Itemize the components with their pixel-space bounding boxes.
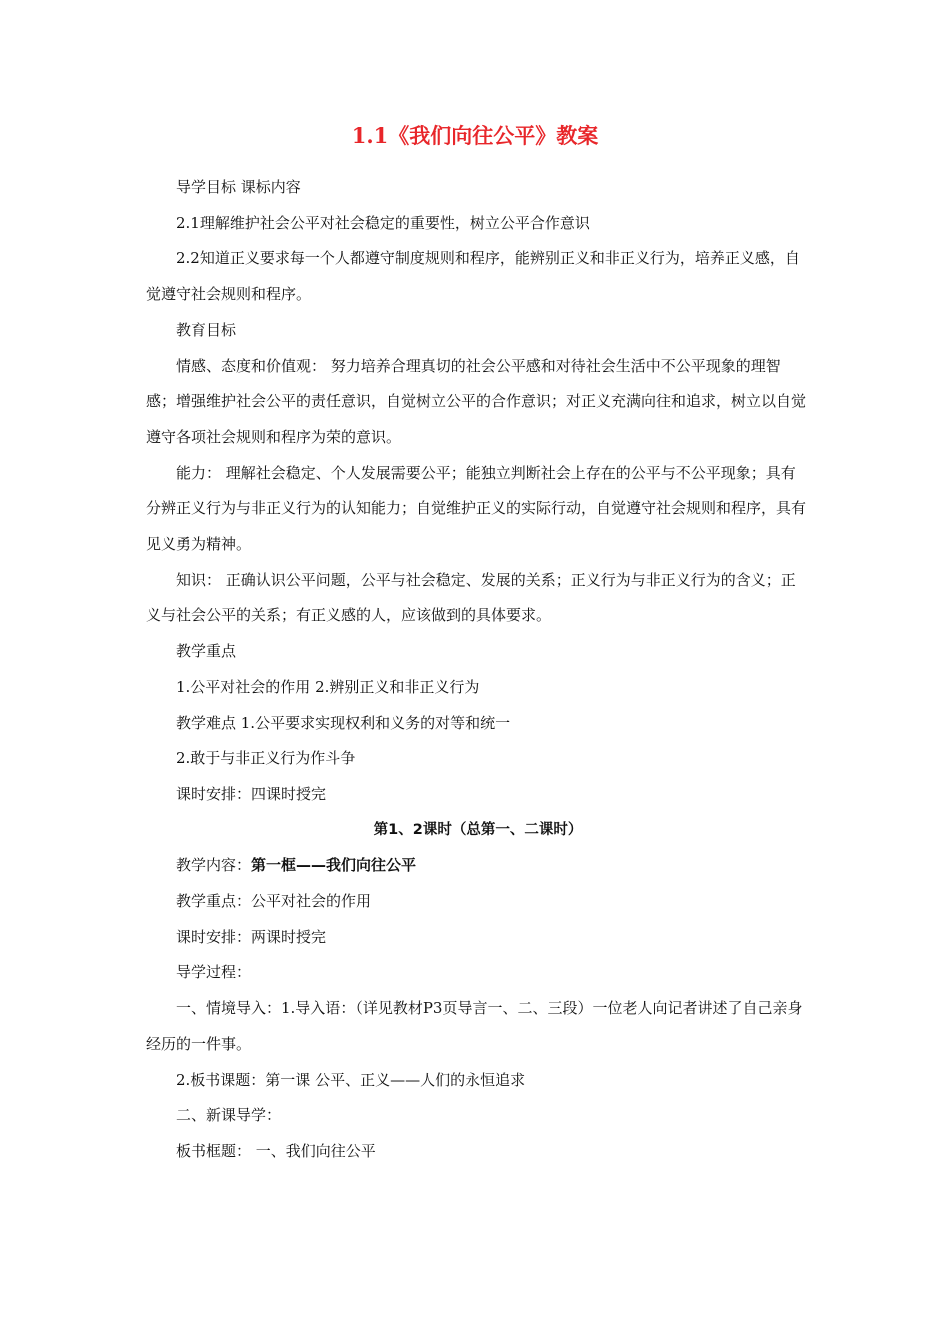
paragraph-process: 导学过程： [176, 963, 252, 982]
paragraph-teaching-focus: 教学重点 [176, 642, 237, 661]
paragraph-board-frame: 板书框题： 一、我们向往公平 [176, 1141, 376, 1160]
paragraph-guide-goal: 导学目标 课标内容 [176, 178, 301, 196]
paragraph-board-title: 2.板书课题：第一课 公平、正义——人们的永恒追求 [176, 1070, 526, 1089]
paragraph-lesson-focus: 教学重点：公平对社会的作用 [176, 892, 372, 911]
paragraph-lesson-schedule: 课时安排：两课时授完 [176, 927, 327, 946]
paragraph-teaching-difficulty: 教学难点 1.公平要求实现权利和义务的对等和统一 [176, 713, 511, 732]
document-body [146, 170, 810, 1170]
paragraph-standard-2-1: 2.1理解维护社会公平对社会稳定的重要性，树立公平合作意识 [176, 213, 590, 232]
teaching-content-label: 教学内容： [176, 856, 252, 875]
paragraph-schedule: 课时安排：四课时授完 [176, 784, 327, 803]
paragraph-education-goal: 教育目标 [176, 320, 237, 339]
teaching-content-value: 第一框——我们向往公平 [251, 856, 417, 875]
paragraph-knowledge: 知识： 正确认识公平问题，公平与社会稳定、发展的关系；正义行为与非正义行为的含义；正义与社会公平的关系；有正义感的人，应该做到的具体要求。 [146, 570, 796, 625]
section-heading-lessons: 第1、2课时（总第一、二课时） [373, 821, 583, 838]
document-title: 1.1《我们向往公平》教案 [351, 123, 599, 148]
paragraph-situation-intro: 一、情境导入：1.导入语：（详见教材P3页导言一、二、三段）一位老人向记者讲述了自己亲身经历的一件事。 [146, 999, 803, 1053]
paragraph-emotion-attitude: 情感、态度和价值观： 努力培养合理真切的社会公平感和对待社会生活中不公平现象的理智感；增强维护社会公平的责任意识，自觉树立公平的合作意识；对正义充满向往和追求，树立以自觉遵守各项社会规则和程序为荣的意识。 [146, 356, 807, 446]
paragraph-focus-items: 1.公平对社会的作用 2.辨别正义和非正义行为 [176, 677, 480, 696]
paragraph-new-lesson: 二、新课导学： [176, 1106, 282, 1125]
paragraph-difficulty-item-2: 2.敢于与非正义行为作斗争 [176, 749, 356, 768]
paragraph-teaching-content [146, 848, 810, 884]
paragraph-standard-2-2: 2.2知道正义要求每一个人都遵守制度规则和程序，能辨别正义和非正义行为，培养正义感，自觉遵守社会规则和程序。 [146, 249, 800, 304]
paragraph-ability: 能力： 理解社会稳定、个人发展需要公平；能独立判断社会上存在的公平与不公平现象；具有分辨正义行为与非正义行为的认知能力；自觉维护正义的实际行动，自觉遵守社会规则和程序，具有见义勇为精神。 [146, 463, 807, 554]
